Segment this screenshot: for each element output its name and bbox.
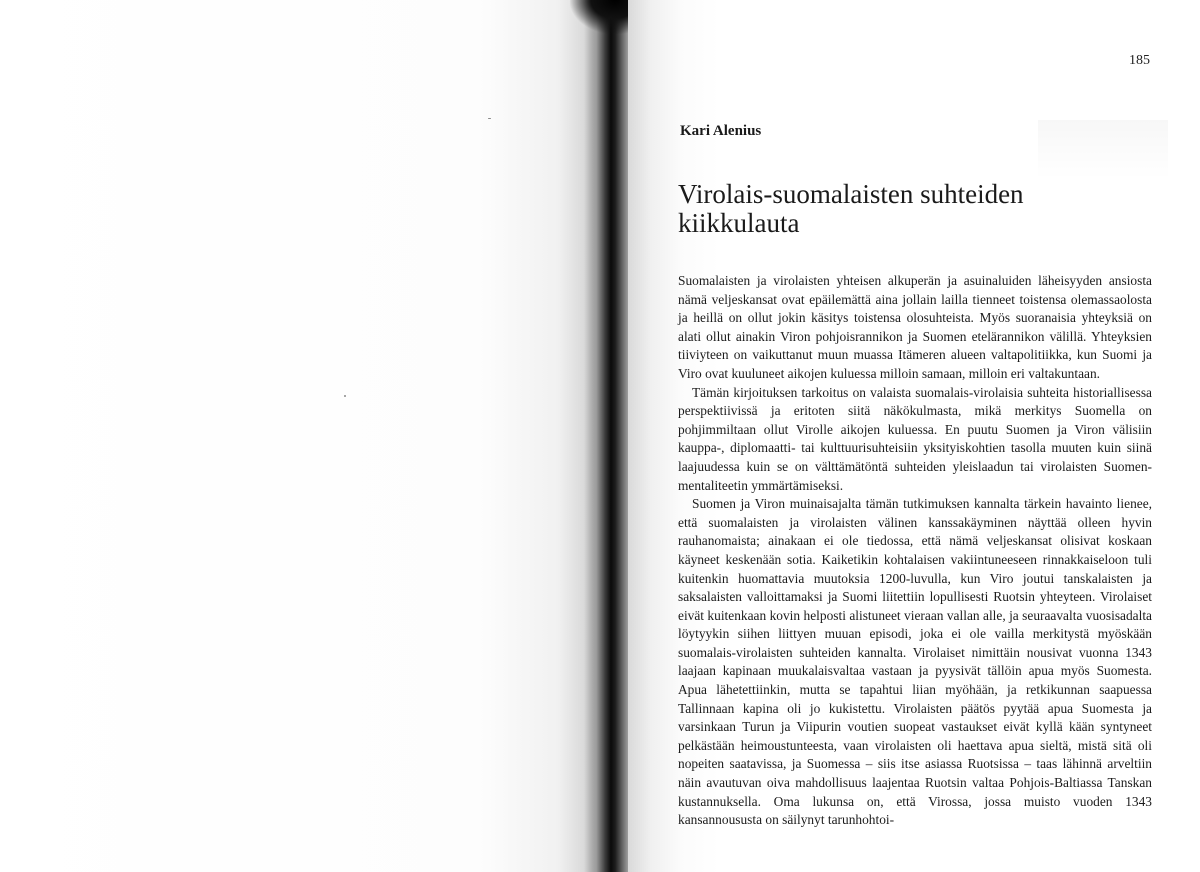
page-number: 185: [1129, 53, 1150, 68]
right-page: [628, 0, 1200, 872]
paper-speck: [488, 118, 491, 119]
body-paragraph: Tämän kirjoituksen tarkoitus on valaista suomalais-virolaisia suhteita historiallisessa perspektiivissä ja eritoten siitä näkökulmasta, mikä merkitys Suomella on pohjimmiltaan ollut Virolle aikojen kuluessa. En puutu Suomen ja Viron välisiin kauppa-, diplomaatti- tai kulttuurisuhteisiin yksityiskohtien tasolla muuten kuin siinä laajuudessa kuin se on välttämätöntä suhteiden yleislaadun tai virolaisten Suomen-mentaliteetin ymmärtämiseksi.: [678, 384, 1152, 493]
article-author: Kari Alenius: [680, 123, 762, 139]
paper-speck: [344, 395, 346, 397]
body-paragraph: Suomen ja Viron muinaisajalta tämän tutkimuksen kannalta tärkein havainto lienee, että suomalaisten ja virolaisten välinen kanssakäyminen näyttää olleen hyvin rauhanomaista; ainakaan ei ole tiedossa, että nämä veljeskansat olisivat koskaan käyneet keskenään sotia. Kaiketikin kohtalaisen vakiintuneeseen rinnakkaiseloon tuli kuitenkin huomattavia muutoksia 1200-luvulla, kun Viro joutui tanskalaisten ja saksalaisten valloittamaksi ja Suomi liitettiin lopullisesti Ruotsin yhteyteen. Virolaiset eivät kuitenkaan kovin helposti alistuneet vieraan vallan alle, ja seuraavalta vuosisadalta löytyykin siihen liittyen muuan episodi, joka ei ole vailla merkitystä myöskään suomalais-virolaisten suhteiden kannalta. Virolaiset nimittäin nousivat vuonna 1343 laajaan kapinaan muukalaisvaltaa vastaan ja pyysivät tällöin apua myös Suomesta. Apua lähetettiinkin, mutta se tapahtui liian myöhään, ja retkikunnan saapuessa Tallinnaan kapina oli jo kukistettu. Virolaisten päätös pyytää apua Suomesta ja varsinkaan Turun ja Viipurin voutien suopeat vastaukset eivät kyllä kään syntyneet pelkästään heimoustunteesta, vaan virolaisten oli haettava apua sieltä, mistä sitä oli nopeiten saatavissa, ja Suomessa – siis itse asiassa Ruotsissa – taas lähinnä arveltiin näin avautuvan oiva mahdollisuus laajentaa Ruotsin valtaa Pohjois-Baltiassa Tanskan kustannuksella. Oma lukunsa on, että Virossa, jossa muisto vuoden 1343 kansannoususta on säilynyt tarunhohtoi-: [678, 496, 1152, 828]
article-body: [678, 272, 1152, 830]
article-title: Virolais-suomalaisten suhteiden kiikkulauta: [678, 179, 1024, 238]
bleed-through-shading: [1038, 120, 1168, 180]
body-paragraph: Suomalaisten ja virolaisten yhteisen alkuperän ja asuinaluiden läheisyyden ansiosta nämä veljeskansat ovat epäilemättä aina jollain lailla tienneet toistensa olemassaolosta ja heillä on ollut jokin käsitys toistensa olosuhteista. Myös suoranaisia yhteyksiä on alati ollut ainakin Viron pohjoisrannikon ja Suomen etelärannikon välillä. Yhteyksien tiiviyteen on vaikuttanut muun muassa Itämeren alueen valtapolitiikka, kun Suomi ja Viro ovat kuuluneet aikojen kuluessa milloin samaan, milloin eri valtakuntaan.: [678, 273, 1152, 381]
